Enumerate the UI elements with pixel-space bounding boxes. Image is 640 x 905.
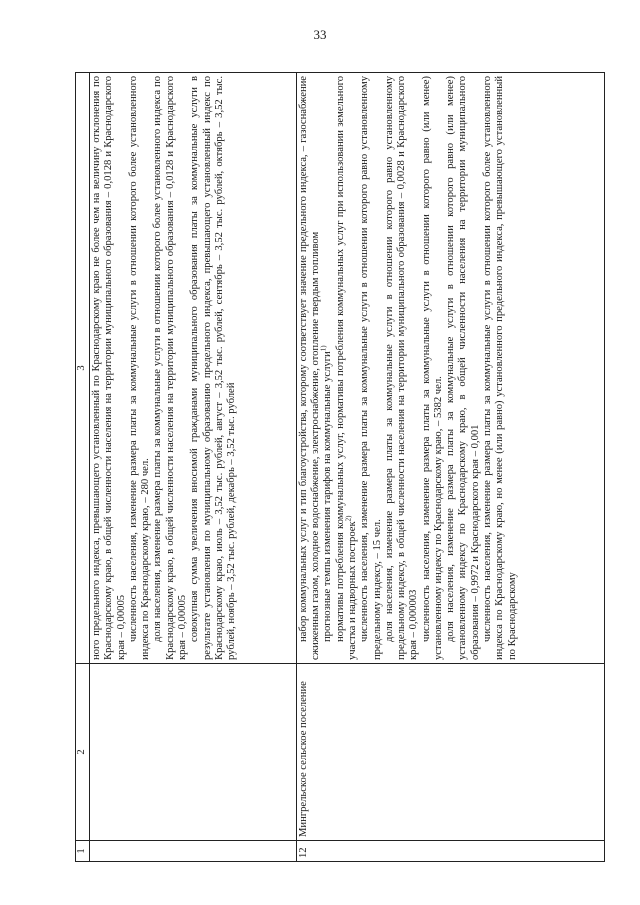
header-col-1: 1: [76, 841, 90, 862]
paragraph: численность населения, изменение размера платы за коммунальные услуги в отношении которого более установленного индекса по Краснодарскому краю, – 280 чел.: [127, 76, 152, 660]
empty-cell: [90, 841, 297, 862]
paragraph: численность населения, изменение размера платы за коммунальные услуги в отношении которого равно установленному предельному индексу, – 15 чел.: [359, 76, 383, 660]
paragraph-text: нормативы потребления коммунальных услуг, нормативы потребления коммунальных услуг при использовании земельного участка и надворных построек: [334, 76, 358, 660]
empty-cell: [90, 664, 297, 841]
table-header-row: [76, 73, 90, 862]
footnote-mark: 1): [319, 345, 328, 352]
paragraph: численность населения, изменение размера платы за коммунальные услуги в отношении которого равно (или менее) установленному индексу по Краснодарскому краю, – 5382 чел.: [420, 76, 444, 660]
paragraph: совокупная сумма увеличения вносимой гражданами муниципального образования платы за коммунальные услуги в результате установления по муниципальному образованию предельного индекса, превышающего установленный индекс по Краснодарскому краю, июль – 3,52 тыс. рублей, август – 3,52 тыс. рублей, сентябрь – 3,52 тыс. рублей, октябрь – 3,52 тыс. рублей, ноябрь – 3,52 тыс. рублей, декабрь – 3,52 тыс. рублей: [189, 76, 238, 660]
paragraph: доля населения, изменение размера платы за коммунальные услуги в отношении которого более установленного индекса по Краснодарскому краю, в общей численности населения на территории муниципального образования – 0,0128 и Краснодарского края – 0,00005: [152, 76, 188, 660]
rotated-table-container: [75, 72, 605, 862]
table-row-continued: [90, 73, 297, 862]
paragraph: доля населения, изменение размера платы за коммунальные услуги в отношении которого равно установленному предельному индексу, в общей численности населения на территории муниципального образования – 0,0028 и Краснодарского края – 0,000003: [383, 76, 420, 660]
row-number: 12: [296, 841, 604, 862]
page-number: 33: [313, 27, 327, 42]
paragraph: доля населения, изменение размера платы за коммунальные услуги в отношении которого равно (или менее) установленному индексу по Краснодарскому краю, в общей численности населения на территории муниципального образования – 0,9972 и Краснодарского края – 0,001: [445, 76, 481, 660]
data-table: [75, 72, 605, 862]
table-row-12: [296, 73, 604, 862]
paragraph: набор коммунальных услуг и тип благоустройства, которому соответствует значение предельного индекса, – газоснабжение сжиженным газом, холодное водоснабжение, электроснабжение, отопление твердым топливом: [297, 76, 322, 660]
paragraph-text: прогнозные темпы изменения тарифов на коммунальные услуги: [322, 351, 334, 642]
paragraph: [319, 76, 334, 660]
paragraph: [335, 76, 360, 660]
indicator-cell-continued: [90, 73, 297, 664]
header-col-2: 2: [76, 664, 90, 841]
footnote-mark: 2): [344, 515, 353, 522]
indicator-cell: [296, 73, 604, 664]
paragraph: численность населения, изменение размера платы за коммунальные услуги в отношении которого более установленного индекса по Краснодарскому краю, но менее (или равно) установленного предельного индекса, превышающего установленный по Краснодарскому: [482, 76, 518, 660]
municipality-name: Мингрельское сельское поселение: [296, 664, 604, 841]
paragraph: ного предельного индекса, превышающего установленный по Краснодарскому краю не более чем на величину отклонения по Краснодарскому краю, в общей численности населения на территории муниципального образования – 0,0128 и Краснодарского края – 0,00005: [91, 76, 127, 660]
header-col-3: 3: [76, 73, 90, 664]
